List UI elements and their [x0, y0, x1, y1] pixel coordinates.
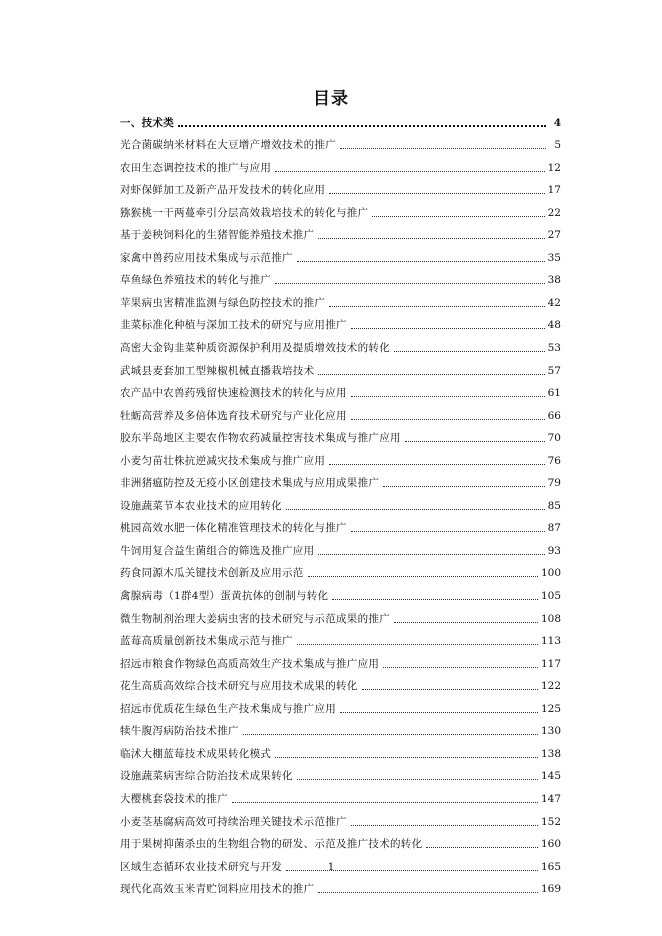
toc-entry[interactable] [120, 287, 561, 310]
toc-entry-page-number: 93 [547, 544, 561, 557]
dot-leader [329, 305, 544, 307]
toc-entry-page-number: 113 [540, 635, 561, 648]
toc-entry-page-number: 27 [547, 229, 561, 242]
toc-entry-page-number: 53 [547, 342, 561, 355]
toc-entry-title: 药食同源木瓜关键技术创新及应用示范 [120, 567, 304, 580]
dot-leader [351, 327, 545, 329]
toc-entry-title: 招远市优质花生绿色生产技术集成与推广应用 [120, 702, 336, 715]
toc-entry-page-number: 138 [540, 747, 561, 760]
dot-leader [297, 778, 538, 780]
toc-entry-title: 韭菜标准化种植与深加工技术的研究与应用推广 [120, 319, 347, 332]
dot-leader [329, 192, 544, 194]
toc-entry-title: 农产品中农兽药残留快速检测技术的转化与应用 [120, 387, 347, 400]
dot-leader [351, 418, 545, 420]
toc-entry[interactable] [120, 603, 561, 626]
toc-entry-page-number: 147 [540, 792, 561, 805]
toc-entry-title: 用于果树抑菌杀虫的生物组合物的研发、示范及推广技术的转化 [120, 838, 423, 851]
toc-entry-title: 区域生态循环农业技术研究与开发 [120, 860, 282, 873]
toc-entry-page-number: 122 [540, 680, 561, 693]
toc-entry-title: 临沭大棚蓝莓技术成果转化模式 [120, 747, 272, 760]
toc-entry-title: 武城县麦套加工型辣椒机械直播栽培技术 [120, 364, 315, 377]
toc-entry-title: 苹果病虫害精准监测与绿色防控技术的推广 [120, 296, 326, 309]
toc-entry-title: 牛饲用复合益生菌组合的筛选及推广应用 [120, 544, 315, 557]
toc-entry[interactable] [120, 355, 561, 378]
toc-entry-page-number: 105 [540, 590, 561, 603]
toc-entry[interactable] [120, 783, 561, 806]
dot-leader [178, 124, 546, 127]
dot-leader [351, 824, 538, 826]
table-of-contents [120, 107, 561, 896]
toc-entry-title: 小麦匀苗壮株抗逆减灾技术集成与推广应用 [120, 454, 326, 467]
toc-entry-page-number: 145 [540, 770, 561, 783]
toc-entry-title: 禽腺病毒（1群4型）蛋黄抗体的创制与转化 [120, 590, 329, 603]
dot-leader [318, 373, 544, 375]
toc-entry-page-number: 160 [540, 838, 561, 851]
toc-entry[interactable] [120, 648, 561, 671]
toc-entry[interactable] [120, 310, 561, 333]
page-number: 1 [327, 862, 335, 873]
toc-entry[interactable] [120, 693, 561, 716]
toc-entry[interactable] [120, 152, 561, 175]
dot-leader [332, 598, 538, 600]
toc-entry-page-number: 108 [540, 612, 561, 625]
toc-entry-title: 家禽中兽药应用技术集成与示范推广 [120, 251, 293, 264]
dot-leader [340, 711, 538, 713]
toc-entry-page-number: 70 [547, 432, 561, 445]
dot-leader [340, 147, 546, 149]
dot-leader [275, 756, 538, 758]
dot-leader [405, 440, 545, 442]
toc-entry[interactable] [120, 220, 561, 243]
toc-entry[interactable] [120, 130, 561, 153]
toc-entry[interactable] [120, 468, 561, 491]
dot-leader [351, 530, 545, 532]
dot-leader [383, 485, 544, 487]
toc-entry-title: 犊牛腹泻病防治技术推广 [120, 725, 239, 738]
toc-entry-title: 一、技术类 [120, 116, 174, 129]
toc-entry-page-number: 48 [547, 319, 561, 332]
dot-leader [243, 733, 538, 735]
dot-leader [297, 643, 538, 645]
toc-entry[interactable] [120, 490, 561, 513]
toc-entry-page-number: 4 [553, 116, 561, 129]
dot-leader [383, 666, 538, 668]
dot-leader [318, 237, 544, 239]
toc-entry-page-number: 125 [540, 702, 561, 715]
dot-leader [232, 801, 538, 803]
toc-entry-title: 牡蛎高营养及多倍体选育技术研究与产业化应用 [120, 409, 347, 422]
toc-entry-title: 蓝莓高质量创新技术集成示范与推广 [120, 635, 293, 648]
toc-entry-page-number: 57 [547, 364, 561, 377]
dot-leader [329, 463, 544, 465]
toc-entry-page-number: 117 [540, 657, 561, 670]
toc-entry-page-number: 61 [547, 387, 561, 400]
dot-leader [318, 891, 538, 893]
toc-entry[interactable] [120, 400, 561, 423]
toc-section-heading[interactable] [120, 107, 561, 130]
dot-leader [426, 846, 538, 848]
toc-entry[interactable] [120, 332, 561, 355]
toc-entry[interactable] [120, 513, 561, 536]
dot-leader [394, 621, 538, 623]
toc-entry-title: 高密大金钩韭菜种质资源保护利用及提质增效技术的转化 [120, 342, 390, 355]
toc-entry[interactable] [120, 738, 561, 761]
toc-entry-page-number: 85 [547, 499, 561, 512]
dot-leader [275, 282, 544, 284]
toc-entry-title: 猕猴桃一干两蔓牵引分层高效栽培技术的转化与推广 [120, 206, 369, 219]
toc-entry-page-number: 152 [540, 815, 561, 828]
toc-entry-page-number: 42 [547, 296, 561, 309]
toc-entry-page-number: 5 [554, 139, 561, 152]
toc-entry[interactable] [120, 761, 561, 784]
toc-entry-title: 设施蔬菜病害综合防治技术成果转化 [120, 770, 293, 783]
toc-entry-title: 花生高质高效综合技术研究与应用技术成果的转化 [120, 680, 358, 693]
toc-entry-page-number: 38 [547, 274, 561, 287]
toc-entry-title: 现代化高效玉米青贮饲料应用技术的推广 [120, 883, 315, 896]
toc-entry-page-number: 130 [540, 725, 561, 738]
toc-entry[interactable] [120, 874, 561, 897]
toc-entry-title: 桃园高效水肥一体化精准管理技术的转化与推广 [120, 522, 347, 535]
toc-entry[interactable] [120, 535, 561, 558]
toc-entry-page-number: 66 [547, 409, 561, 422]
toc-entry[interactable] [120, 671, 561, 694]
toc-entry[interactable] [120, 626, 561, 649]
toc-entry-title: 对虾保鲜加工及新产品开发技术的转化应用 [120, 184, 326, 197]
toc-entry-page-number: 76 [547, 454, 561, 467]
toc-entry-title: 农田生态调控技术的推广与应用 [120, 161, 272, 174]
toc-entry[interactable] [120, 716, 561, 739]
page-title: 目录 [313, 89, 349, 109]
toc-entry-page-number: 35 [547, 251, 561, 264]
dot-leader [308, 575, 538, 577]
toc-entry-page-number: 22 [547, 206, 561, 219]
toc-entry-title: 大樱桃套袋技术的推广 [120, 792, 228, 805]
toc-entry[interactable] [120, 580, 561, 603]
toc-entry-title: 非洲猪瘟防控及无疫小区创建技术集成与应用成果推广 [120, 477, 380, 490]
toc-entry[interactable] [120, 197, 561, 220]
toc-entry[interactable] [120, 558, 561, 581]
toc-entry-page-number: 79 [547, 477, 561, 490]
toc-entry[interactable] [120, 265, 561, 288]
toc-entry-page-number: 169 [540, 883, 561, 896]
toc-entry-title: 微生物制剂治理大姜病虫害的技术研究与示范成果的推广 [120, 612, 390, 625]
toc-entry-title: 胶东半岛地区主要农作物农药减量控害技术集成与推广应用 [120, 432, 401, 445]
dot-leader [318, 553, 544, 555]
dot-leader [372, 215, 544, 217]
toc-entry[interactable] [120, 423, 561, 446]
toc-entry[interactable] [120, 378, 561, 401]
toc-entry[interactable] [120, 829, 561, 852]
toc-entry[interactable] [120, 242, 561, 265]
toc-entry-title: 招远市粮食作物绿色高质高效生产技术集成与推广应用 [120, 657, 380, 670]
toc-entry-page-number: 100 [540, 567, 561, 580]
toc-entry-title: 光合菌碳纳米材料在大豆增产增效技术的推广 [120, 139, 336, 152]
dot-leader [362, 688, 538, 690]
dot-leader [275, 170, 544, 172]
toc-entry-title: 基于姜秧饲料化的生猪智能养殖技术推广 [120, 229, 315, 242]
dot-leader [297, 260, 545, 262]
dot-leader [394, 350, 545, 352]
dot-leader [286, 508, 545, 510]
toc-entry-page-number: 17 [547, 184, 561, 197]
toc-entry-page-number: 87 [547, 522, 561, 535]
toc-entry-title: 设施蔬菜节本农业技术的应用转化 [120, 499, 282, 512]
toc-entry-title: 小麦茎基腐病高效可持续治理关键技术示范推广 [120, 815, 347, 828]
toc-entry-title: 草鱼绿色养殖技术的转化与推广 [120, 274, 272, 287]
toc-entry-page-number: 12 [547, 161, 561, 174]
toc-entry-page-number: 165 [540, 860, 561, 873]
toc-entry[interactable] [120, 806, 561, 829]
dot-leader [351, 395, 545, 397]
toc-entry[interactable] [120, 445, 561, 468]
toc-entry[interactable] [120, 175, 561, 198]
